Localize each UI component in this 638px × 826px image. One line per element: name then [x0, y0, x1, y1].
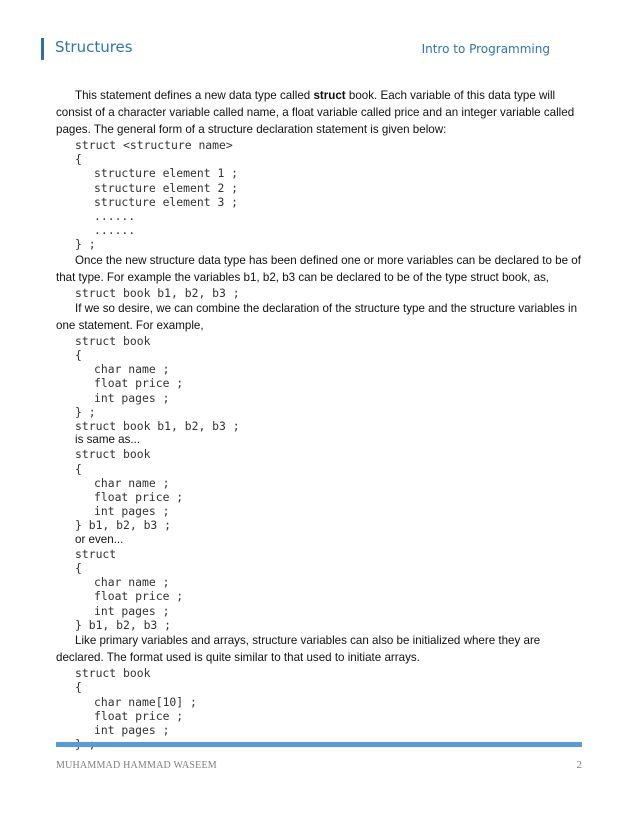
- footer-divider: [56, 742, 582, 747]
- code-line: structure element 3 ;: [94, 194, 239, 209]
- page-body: [56, 87, 582, 751]
- paragraph-2: Once the new structure data type has been defined one or more variables can be declared to be of that type. For example the variables b1, b2, b3 can be declared to be of the type struct book, as,: [56, 253, 581, 284]
- code-line: char name[10] ;: [94, 694, 197, 709]
- page-number: 2: [576, 759, 582, 771]
- code-line: structure element 1 ;: [94, 166, 239, 181]
- code-line: {: [75, 561, 82, 576]
- code-line: {: [75, 461, 82, 476]
- code-line: {: [75, 680, 82, 695]
- code-line: struct book b1, b2, b3 ;: [75, 419, 240, 434]
- code-line: struct book b1, b2, b3 ;: [75, 285, 240, 300]
- code-line: } ;: [75, 404, 96, 419]
- code-line: struct book: [75, 333, 151, 348]
- code-line: ......: [94, 223, 136, 238]
- code-line: int pages ;: [94, 504, 170, 519]
- code-line: struct: [75, 546, 117, 561]
- paragraph-6: Like primary variables and arrays, structure variables can also be initialized where they are declared. The format used is quite similar to that used to initiate arrays.: [56, 634, 541, 665]
- code-line: } ;: [75, 237, 96, 252]
- code-line: structure element 2 ;: [94, 180, 239, 195]
- chapter-title: Structures: [55, 38, 133, 56]
- paragraph-1: This statement defines a new data type called struct book. Each variable of this data type will consist of a character variable called name, a float variable called price and an integer variable called pages. The general form of a structure declaration statement is given below:: [56, 89, 575, 136]
- code-line: float price ;: [94, 376, 184, 391]
- code-line: struct book: [75, 447, 151, 462]
- code-line: } b1, b2, b3 ;: [75, 518, 172, 533]
- code-line: char name ;: [94, 475, 170, 490]
- code-line: } b1, b2, b3 ;: [75, 617, 172, 632]
- code-line: int pages ;: [94, 722, 170, 737]
- code-line: struct <structure name>: [75, 138, 233, 152]
- text-line: is same as...: [75, 433, 141, 447]
- code-line: ......: [94, 209, 136, 224]
- code-line: int pages ;: [94, 390, 170, 405]
- code-line: struct book: [75, 666, 151, 681]
- header-accent-bar: [41, 38, 44, 60]
- code-line: char name ;: [94, 362, 170, 377]
- text-line: or even...: [75, 532, 124, 546]
- code-line: {: [75, 348, 82, 363]
- code-line: char name ;: [94, 575, 170, 590]
- paragraph-3: If we so desire, we can combine the declaration of the structure type and the structure variables in one statement. For example,: [56, 301, 578, 332]
- code-line: {: [75, 152, 82, 167]
- code-line: float price ;: [94, 490, 184, 505]
- footer-author: MUHAMMAD HAMMAD WASEEM: [56, 760, 217, 771]
- code-line: int pages ;: [94, 603, 170, 618]
- code-line: float price ;: [94, 589, 184, 604]
- code-line: float price ;: [94, 708, 184, 723]
- book-title: Intro to Programming: [421, 42, 550, 56]
